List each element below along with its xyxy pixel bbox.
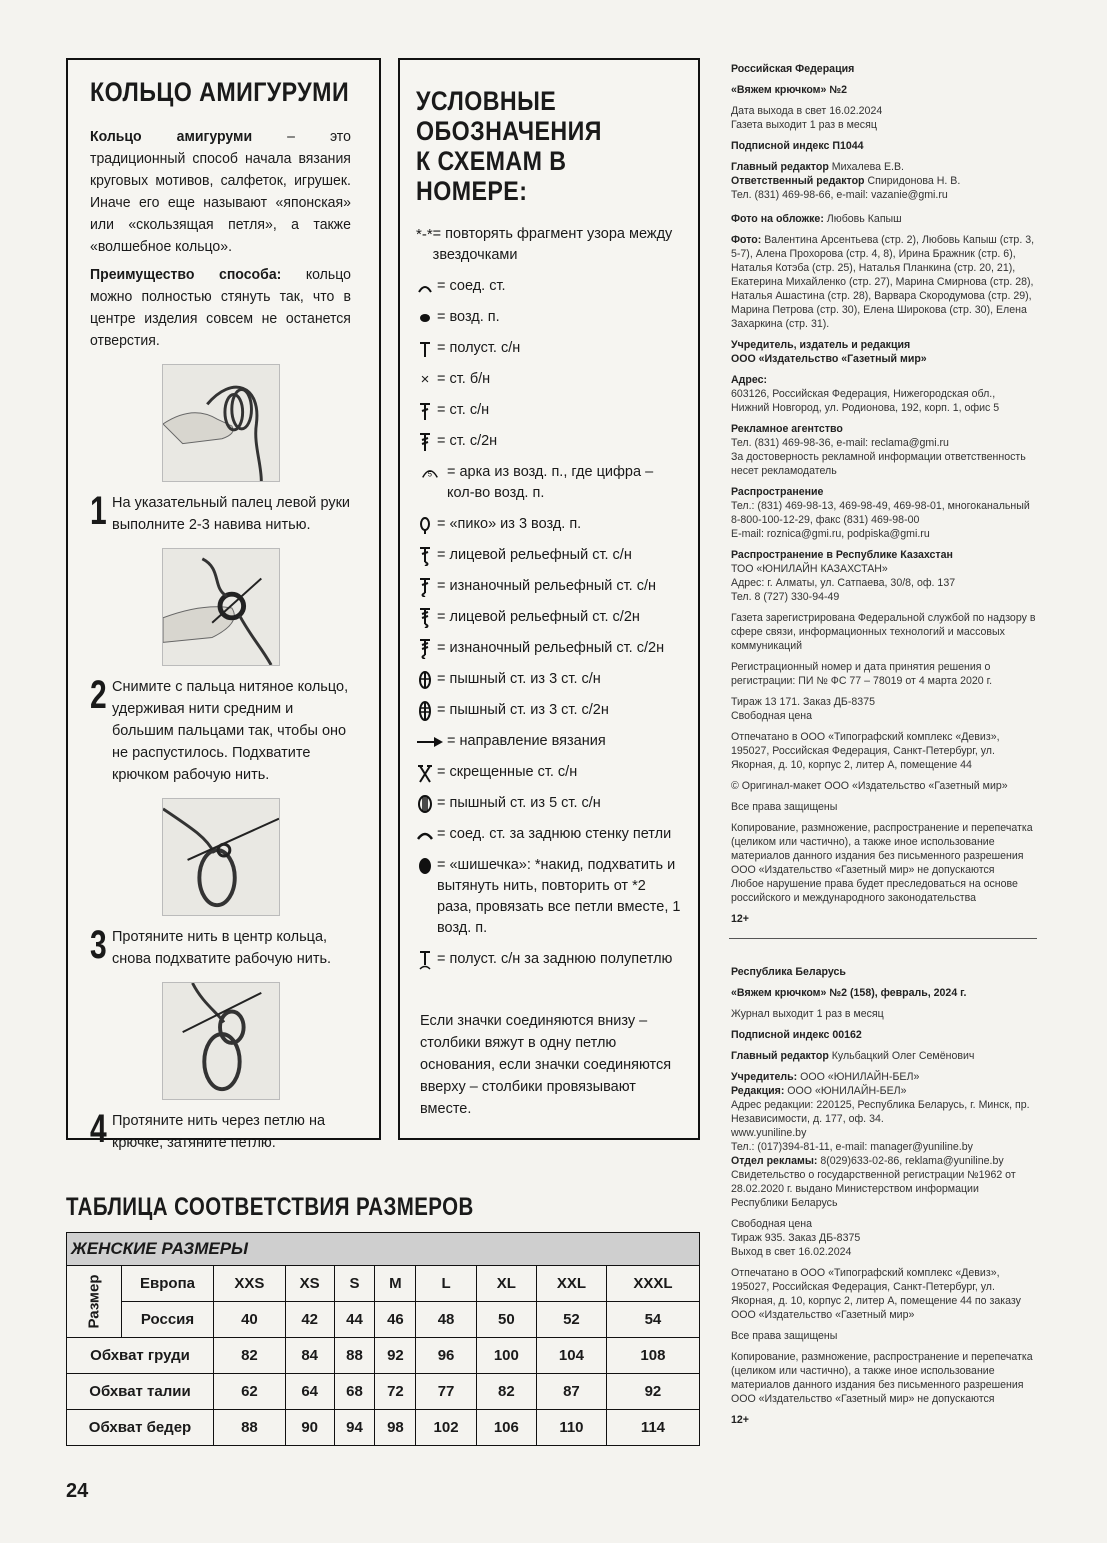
- table-cell: 84: [285, 1338, 334, 1374]
- table-row: [67, 1338, 700, 1374]
- repeat-asterisk-icon: *-*: [416, 226, 433, 243]
- puff-3tr-icon: [416, 700, 434, 721]
- table-row: [67, 1302, 700, 1338]
- legend-item: [416, 638, 684, 659]
- sc-icon: ×: [420, 371, 430, 388]
- ring-title: КОЛЬЦО АМИГУРУМИ: [90, 77, 350, 107]
- front-post-dc-icon: [416, 545, 434, 566]
- legend-list: [416, 224, 684, 970]
- legend-item-text: = арка из возд. п., где цифра – кол-во возд. п.: [447, 464, 654, 501]
- bobble-icon: [416, 855, 434, 876]
- legend-item-text: = полуст. с/н за заднюю полупетлю: [437, 951, 673, 967]
- row-label: Россия: [122, 1302, 214, 1338]
- step-1-illustration: [162, 364, 280, 482]
- table-cell: 48: [416, 1302, 476, 1338]
- table-cell: 46: [375, 1302, 416, 1338]
- legend-item: [416, 276, 684, 297]
- row-label: Обхват бедер: [67, 1410, 214, 1446]
- hdc-back-loop-icon: [416, 949, 434, 970]
- legend-item-text: = скрещенные ст. с/н: [437, 764, 578, 780]
- legend-item-text: = пышный ст. из 3 ст. с/н: [437, 671, 601, 687]
- table-cell: 62: [214, 1374, 286, 1410]
- direction-arrow-icon: [416, 731, 444, 752]
- table-cell: 42: [285, 1302, 334, 1338]
- back-post-tr-icon: [416, 638, 434, 659]
- page-number: 24: [66, 1480, 89, 1502]
- symbols-legend-section: [398, 58, 700, 1140]
- table-cell: L: [416, 1266, 476, 1302]
- legend-item: [416, 576, 684, 597]
- size-table-title: ТАБЛИЦА СООТВЕТСТВИЯ РАЗМЕРОВ: [66, 1193, 474, 1221]
- table-cell: 92: [375, 1338, 416, 1374]
- table-cell: 87: [536, 1374, 606, 1410]
- table-cell: XXL: [536, 1266, 606, 1302]
- table-cell: 102: [416, 1410, 476, 1446]
- size-vertical-label: Размер: [67, 1266, 122, 1338]
- legend-item-text: = пышный ст. из 3 ст. с/2н: [437, 702, 609, 718]
- imprint-divider: [729, 938, 1037, 939]
- legend-item-text: = соед. ст. за заднюю стенку петли: [437, 826, 672, 842]
- legend-item-text: = ст. с/н: [437, 402, 490, 418]
- hdc-icon: [416, 338, 434, 359]
- legend-item-text: = ст. б/н: [437, 371, 491, 387]
- table-cell: 52: [536, 1302, 606, 1338]
- legend-item-text: = ст. с/2н: [437, 433, 498, 449]
- legend-item-text: = пышный ст. из 5 ст. с/н: [437, 795, 601, 811]
- puff-3dc-icon: [416, 669, 434, 690]
- table-cell: 82: [476, 1374, 536, 1410]
- table-cell: 68: [334, 1374, 375, 1410]
- table-cell: 92: [606, 1374, 699, 1410]
- legend-item-text: = «шишечка»: *накид, подхватить и вытянуть нить, повторить от *2 раза, провязать все петли вместе, 1 возд. п.: [437, 857, 681, 936]
- step-1: 1 На указательный палец левой руки выполните 2-3 навива нитью.: [90, 489, 351, 533]
- row-label: Европа: [122, 1266, 214, 1302]
- back-post-dc-icon: [416, 576, 434, 597]
- legend-item: [416, 307, 684, 328]
- table-cell: 82: [214, 1338, 286, 1374]
- legend-item: [416, 400, 684, 421]
- slip-stitch-icon: [416, 276, 434, 297]
- table-cell: 50: [476, 1302, 536, 1338]
- legend-item: [416, 855, 684, 939]
- crossed-dc-icon: [416, 762, 434, 783]
- legend-item-text: = полуст. с/н: [437, 340, 521, 356]
- table-cell: 94: [334, 1410, 375, 1446]
- imprint-russia: Российская Федерация «Вяжем крючком» №2 Дата выхода в свет 16.02.2024 Газета выходит 1 раз в месяц Подписной индекс П1044 Главный редактор Михалева Е.В. Ответственный редактор Спиридонова Н. В. Тел. (831) 469-98-66, e-mail: vazanie@gmi.ru Фото на обложке: Любовь Капыш Фото: Валентина Арсентьева (стр. 2), Любовь Капыш (стр. 3, 5-7), Алена Прохорова (стр. 4, 8), Ирина Бражник (стр. 6), Наталья Котэба (стр. 25), Наталья Планкина (стр. 20, 21), Екатерина Михайленко (стр. 27), Марина Смирнова (стр. 28), Наталья Ашастина (стр. 28), Варвара Скородумова (стр. 29), Марина Петрова (стр. 30), Елена Широкова (стр. 30), Елена Захаркина (стр. 31). Учредитель, издатель и редакция ООО «Издательство «Газетный мир» Адрес: 603126, Российская Федерация, Нижегородская обл., Нижний Новгород, ул. Родионова, 192, корп. 1, офис 5 Рекламное агентство Тел. (831) 469-98-36, e-mail: reclama@gmi.ru За достоверность рекламной информации ответственность несет рекламодатель Распространение Тел.: (831) 469-98-13, 469-98-49, 469-98-01, многоканальный 8-800-100-12-29, факс (831) 469-98-00 E-mail: roznica@gmi.ru, podpiska@gmi.ru Распространение в Республике Казахстан ТОО «ЮНИЛАЙН КАЗАХСТАН» Адрес: г. Алматы, ул. Сатпаева, 30/8, оф. 137 Тел. 8 (727) 330-94-49 Газета зарегистрирована Федеральной службой по надзору в сфере связи, информационных технологий и массовых коммуникаций Регистрационный номер и дата принятия решения о регистрации: ПИ № ФС 77 – 78019 от 4 марта 2020 г. Тираж 13 171. Заказ ДБ-8375 Свободная цена Отпечатано в ООО «Типографский комплекс «Девиз», 195027, Российская Федерация, Санкт-Петербург, ул. Якорная, д. 10, корпус 2, литер А, помещение 44 © Оригинал-макет ООО «Издательство «Газетный мир» Все права защищены Копирование, размножение, распространение и перепечатка (целиком или частично), а также иное использование материалов данного издания без письменного разрешения ООО «Издательство «Газетный мир» не допускаются Любое нарушение права будет преследоваться на основе российского и международного законодательства 12+: [731, 63, 1036, 925]
- table-cell: M: [375, 1266, 416, 1302]
- chain-arch-icon: [416, 462, 444, 483]
- row-label: Обхват талии: [67, 1374, 214, 1410]
- table-cell: 104: [536, 1338, 606, 1374]
- imprint-column: [731, 62, 1036, 1427]
- ring-intro: Кольцо амигуруми – это традиционный способ начала вязания круговых мотивов, салфеток, игрушек. Иначе его еще называют «японская» или «скользящая петля», а также «волшебное кольцо».: [90, 129, 351, 255]
- svg-text:5: 5: [427, 469, 432, 479]
- size-table: [66, 1232, 700, 1446]
- row-label: Обхват груди: [67, 1338, 214, 1374]
- legend-item: [416, 431, 684, 452]
- table-cell: 40: [214, 1302, 286, 1338]
- step-4: 4 Протяните нить через петлю на крючке, затяните петлю.: [90, 1107, 326, 1151]
- amigurumi-ring-section: [66, 58, 381, 1151]
- picot-icon: [416, 514, 434, 535]
- table-cell: 88: [334, 1338, 375, 1374]
- table-row: [67, 1374, 700, 1410]
- table-cell: 44: [334, 1302, 375, 1338]
- front-post-tr-icon: [416, 607, 434, 628]
- table-cell: 106: [476, 1410, 536, 1446]
- ring-advantage: Преимущество способа: кольцо можно полностью стянуть так, что в центре изделия совсем не останется отверстия.: [90, 267, 351, 349]
- table-row: [67, 1410, 700, 1446]
- legend-item: [416, 669, 684, 690]
- table-cell: 72: [375, 1374, 416, 1410]
- step-2-illustration: [162, 548, 280, 666]
- table-cell: 96: [416, 1338, 476, 1374]
- legend-item-text: = направление вязания: [447, 733, 606, 749]
- legend-item: [416, 338, 684, 359]
- legend-note: Если значки соединяются внизу – столбики вяжут в одну петлю основания, если значки соединяются вверху – столбики провязывают вместе.: [420, 1013, 672, 1117]
- legend-item-text: = соед. ст.: [437, 278, 506, 294]
- table-row: [67, 1266, 700, 1302]
- legend-item-text: = лицевой рельефный ст. с/2н: [437, 609, 640, 625]
- table-cell: XXXL: [606, 1266, 699, 1302]
- legend-item-text: = «пико» из 3 возд. п.: [437, 516, 582, 532]
- legend-item: [416, 462, 684, 504]
- table-cell: S: [334, 1266, 375, 1302]
- legend-item: [416, 514, 684, 535]
- chain-icon: [416, 307, 434, 328]
- table-cell: 90: [285, 1410, 334, 1446]
- table-cell: 77: [416, 1374, 476, 1410]
- step-4-illustration: [162, 982, 280, 1100]
- legend-item: [416, 369, 684, 390]
- legend-item-text: = возд. п.: [437, 309, 500, 325]
- legend-item-text: = изнаночный рельефный ст. с/2н: [437, 640, 665, 656]
- legend-title: УСЛОВНЫЕ ОБОЗНАЧЕНИЯ К СХЕМАМ В НОМЕРЕ:: [416, 86, 602, 206]
- table-cell: 100: [476, 1338, 536, 1374]
- table-cell: 54: [606, 1302, 699, 1338]
- table-cell: 88: [214, 1410, 286, 1446]
- step-2: 2 Снимите с пальца нитяное кольцо, удерживая нити средним и большим пальцами так, чтобы оно не распустилось. Подхватите крючком рабочую нить.: [90, 673, 349, 783]
- legend-item-text: = изнаночный рельефный ст. с/н: [437, 578, 657, 594]
- table-cell: 110: [536, 1410, 606, 1446]
- table-cell: 64: [285, 1374, 334, 1410]
- legend-item: [416, 731, 684, 752]
- step-3: 3 Протяните нить в центр кольца, снова подхватите рабочую нить.: [90, 923, 332, 967]
- table-cell: 108: [606, 1338, 699, 1374]
- table-cell: XS: [285, 1266, 334, 1302]
- table-cell: XXS: [214, 1266, 286, 1302]
- slip-stitch-back-loop-icon: [416, 824, 434, 845]
- imprint-belarus: Республика Беларусь «Вяжем крючком» №2 (158), февраль, 2024 г. Журнал выходит 1 раз в месяц Подписной индекс 00162 Главный редактор Кульбацкий Олег Семёнович Учредитель: ООО «ЮНИЛАЙН-БЕЛ» Редакция: ООО «ЮНИЛАЙН-БЕЛ» Адрес редакции: 220125, Республика Беларусь, г. Минск, пр. Независимости, д. 177, оф. 34. www.yuniline.by Тел.: (017)394-81-11, e-mail: manager@yuniline.by Отдел рекламы: 8(029)633-02-86, reklama@yuniline.by Свидетельство о государственной регистрации №1962 от 28.02.2020 г. выдано Министерством информации Республики Беларусь Свободная цена Тираж 935. Заказ ДБ-8375 Выход в свет 16.02.2024 Отпечатано в ООО «Типографский комплекс «Девиз», 195027, Российская Федерация, Санкт-Петербург, ул. Якорная, д. 10, корпус 2, литер А, помещение 44 по заказу ООО «Издательство «Газетный мир» Все права защищены Копирование, размножение, распространение и перепечатка (целиком или частично), а также иное использование материалов данного издания без письменного разрешения ООО «Издательство «Газетный мир» не допускаются 12+: [731, 966, 1033, 1426]
- tr-icon: [416, 431, 434, 452]
- table-cell: 98: [375, 1410, 416, 1446]
- legend-item: [416, 793, 684, 814]
- size-category: ЖЕНСКИЕ РАЗМЕРЫ: [67, 1233, 700, 1266]
- legend-item: [416, 949, 684, 970]
- table-cell: XL: [476, 1266, 536, 1302]
- legend-item: [416, 824, 684, 845]
- legend-item-text: = повторять фрагмент узора между звездочками: [432, 226, 673, 263]
- legend-item-text: = лицевой рельефный ст. с/н: [437, 547, 632, 563]
- legend-item: [416, 224, 684, 266]
- table-cell: 114: [606, 1410, 699, 1446]
- step-3-illustration: [162, 798, 280, 916]
- legend-item: [416, 545, 684, 566]
- dc-icon: [416, 400, 434, 421]
- legend-item: [416, 607, 684, 628]
- legend-item: [416, 700, 684, 721]
- legend-item: [416, 762, 684, 783]
- puff-5dc-icon: [416, 793, 434, 814]
